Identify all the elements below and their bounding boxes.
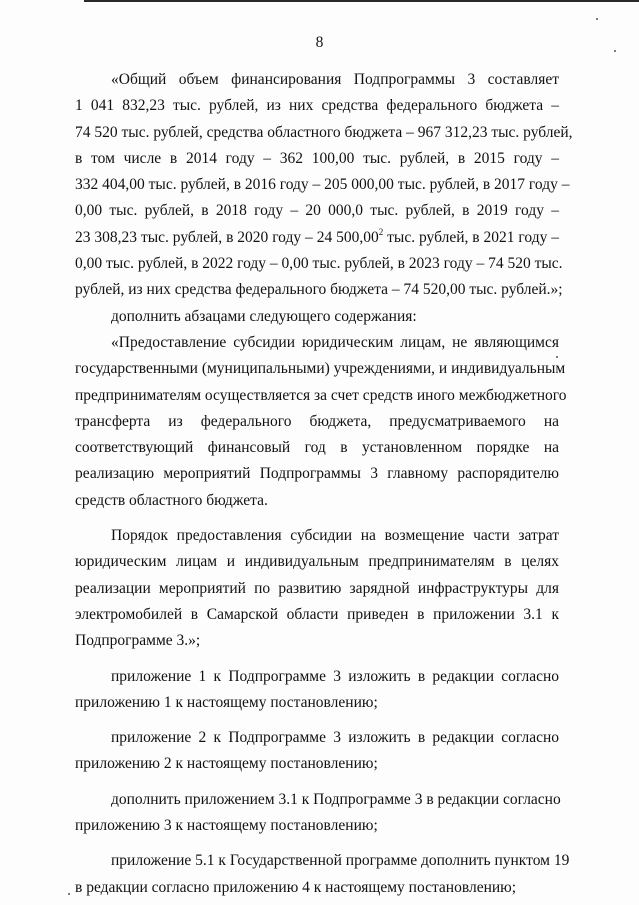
footnote-superscript: 2 xyxy=(378,226,384,237)
paragraph-appendix-5-1 xyxy=(75,848,570,901)
scan-speck xyxy=(596,18,598,20)
text-line xyxy=(75,225,559,251)
text-line: приложению 2 к настоящему постановлению; xyxy=(75,755,378,773)
top-edge-rule xyxy=(84,0,639,2)
text-line: приложение 1 к Подпрограмме 3 изложить в редакции согласно xyxy=(111,667,559,685)
text-line: 332 404,00 тыс. рублей, в 2016 году – 205 000,00 тыс. рублей, в 2017 году – xyxy=(75,176,570,194)
text-line: в редакции согласно приложению 4 к настоящему постановлению; xyxy=(75,878,517,896)
page-number: 8 xyxy=(315,34,324,51)
paragraph-add-clauses xyxy=(75,304,559,330)
text-line: 0,00 тыс. рублей, в 2022 году – 0,00 тыс. рублей, в 2023 году – 74 520 тыс. xyxy=(75,255,563,273)
text-line: государственными (муниципальными) учреждениями, и индивидуальным xyxy=(75,360,566,378)
text-segment: тыс. рублей, в 2021 году – xyxy=(383,228,559,246)
text-line: электромобилей в Самарской области приведен в приложении 3.1 к xyxy=(75,605,559,623)
text-line: 0,00 тыс. рублей, в 2018 году – 20 000,0 тыс. рублей, в 2019 году – xyxy=(75,202,559,220)
text-line: приложение 5.1 к Государственной программе дополнить пунктом 19 xyxy=(111,852,570,870)
text-line: приложению 3 к настоящему постановлению; xyxy=(75,817,378,835)
text-line: Подпрограмме 3.»; xyxy=(75,632,201,650)
text-line: в том числе в 2014 году – 362 100,00 тыс. рублей, в 2015 году – xyxy=(75,149,559,167)
text-line: предпринимателям осуществляется за счет средств иного межбюджетного xyxy=(75,386,567,404)
text-line: дополнить приложением 3.1 к Подпрограмме 3 в редакции согласно xyxy=(111,790,561,808)
text-line: «Общий объем финансирования Подпрограммы 3 составляет xyxy=(111,71,559,88)
paragraph-appendix-2 xyxy=(75,725,559,778)
text-line: средств областного бюджета. xyxy=(75,491,268,509)
text-line: 74 520 тыс. рублей, средства областного бюджета – 967 312,23 тыс. рублей, xyxy=(75,123,573,141)
text-line: приложение 2 к Подпрограмме 3 изложить в редакции согласно xyxy=(111,729,559,747)
text-line: реализации мероприятий по развитию зарядной инфраструктуры для xyxy=(75,579,559,597)
paragraph-appendix-1 xyxy=(75,664,559,717)
paragraph-appendix-3-1 xyxy=(75,787,559,840)
text-line: приложению 1 к настоящему постановлению; xyxy=(75,693,378,711)
text-line: Порядок предоставления субсидии на возмещение части затрат xyxy=(111,527,559,545)
paragraph-subsidy-procedure xyxy=(75,523,559,654)
text-line: 1 041 832,23 тыс. рублей, из них средства федерального бюджета – xyxy=(75,97,559,115)
paragraph-subsidy-provision xyxy=(75,330,567,514)
text-line: трансферта из федерального бюджета, предусматриваемого на xyxy=(75,412,559,430)
paragraph-financing-volume xyxy=(75,67,573,304)
document-body xyxy=(75,67,573,901)
text-segment: 23 308,23 тыс. рублей, в 2020 году – 24 500,00 xyxy=(75,228,379,246)
scan-speck xyxy=(68,893,70,895)
text-line: «Предоставление субсидии юридическим лицам, не являющимся xyxy=(111,333,559,351)
text-line: юридическим лицам и индивидуальным предпринимателям в целях xyxy=(75,553,559,571)
text-line: соответствующий финансовый год в установленном порядке на xyxy=(75,439,559,457)
text-line: реализацию мероприятий Подпрограммы 3 главному распорядителю xyxy=(75,465,559,483)
text-line: дополнить абзацами следующего содержания: xyxy=(111,307,417,325)
text-line: рублей, из них средства федерального бюджета – 74 520,00 тыс. рублей.»; xyxy=(75,281,563,299)
